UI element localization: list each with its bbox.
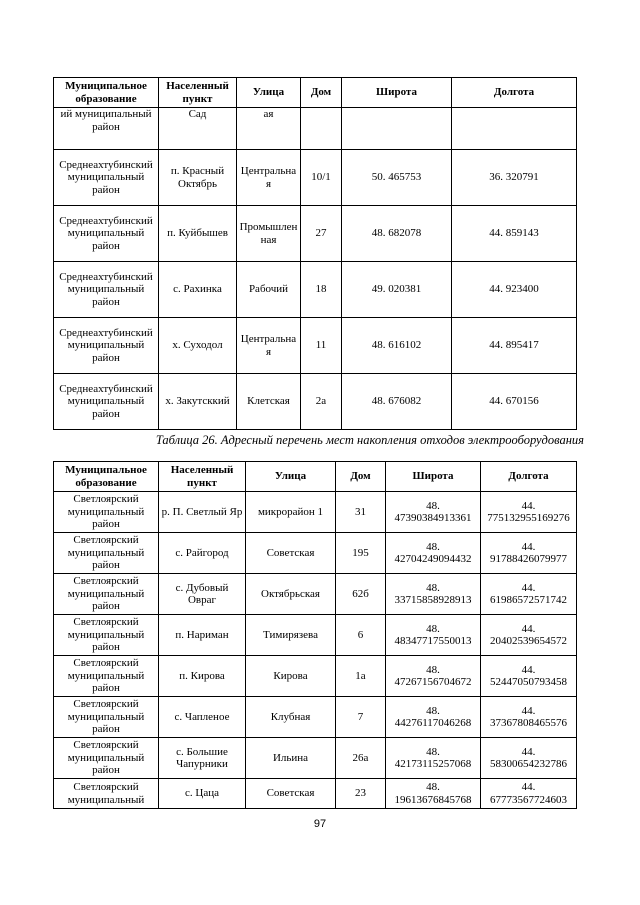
cell-street: Центральная <box>237 318 301 374</box>
cell-house: 31 <box>336 492 386 533</box>
table-row <box>54 108 577 150</box>
cell-settlement: п. Нариман <box>159 615 246 656</box>
cell-longitude: 44. 923400 <box>452 262 577 318</box>
header-latitude: Широта <box>342 78 452 108</box>
cell-house: 10/1 <box>301 150 342 206</box>
cell-settlement: х. Суходол <box>159 318 237 374</box>
cell-municipality: Светлоярский муниципальный район <box>54 574 159 615</box>
cell-house: 62б <box>336 574 386 615</box>
cell-street: Промышленная <box>237 206 301 262</box>
cell-house: 7 <box>336 697 386 738</box>
cell-street: Октябрьская <box>246 574 336 615</box>
page-number: 97 <box>313 818 327 830</box>
cell-street: Кирова <box>246 656 336 697</box>
cell-street: Советская <box>246 779 336 809</box>
header-street: Улица <box>246 462 336 492</box>
cell-latitude: 48. 47390384913361 <box>386 492 481 533</box>
cell-latitude: 48. 616102 <box>342 318 452 374</box>
cell-longitude <box>452 108 577 150</box>
cell-municipality: Светлоярский муниципальный район <box>54 533 159 574</box>
cell-house: 18 <box>301 262 342 318</box>
cell-street: Клубная <box>246 697 336 738</box>
table-row <box>54 318 577 374</box>
table-row <box>54 615 577 656</box>
table-row <box>54 374 577 430</box>
table-row <box>54 779 577 809</box>
table-row <box>54 262 577 318</box>
table-row <box>54 656 577 697</box>
cell-municipality: Среднеахтубинский муниципальный район <box>54 150 159 206</box>
cell-street: Ильина <box>246 738 336 779</box>
cell-settlement: п. Куйбышев <box>159 206 237 262</box>
cell-municipality: Светлоярский муниципальный район <box>54 492 159 533</box>
table-header-row <box>54 78 577 108</box>
cell-municipality: Среднеахтубинский муниципальный район <box>54 374 159 430</box>
cell-longitude: 44. 91788426079977 <box>481 533 577 574</box>
header-longitude: Долгота <box>481 462 577 492</box>
cell-house: 27 <box>301 206 342 262</box>
cell-house: 2а <box>301 374 342 430</box>
cell-longitude: 44. 67773567724603 <box>481 779 577 809</box>
cell-settlement: с. Райгород <box>159 533 246 574</box>
table-row <box>54 150 577 206</box>
table-row <box>54 574 577 615</box>
table-header-row <box>54 462 577 492</box>
table-row <box>54 533 577 574</box>
header-municipality: Муниципальное образование <box>54 78 159 108</box>
cell-settlement: п. Кирова <box>159 656 246 697</box>
cell-latitude: 48. 19613676845768 <box>386 779 481 809</box>
cell-settlement: х. Закутсккий <box>159 374 237 430</box>
cell-house: 6 <box>336 615 386 656</box>
cell-municipality: Среднеахтубинский муниципальный район <box>54 318 159 374</box>
cell-municipality: Светлоярский муниципальный район <box>54 738 159 779</box>
table-row <box>54 738 577 779</box>
cell-longitude: 44. 58300654232786 <box>481 738 577 779</box>
table-row <box>54 492 577 533</box>
cell-house: 26а <box>336 738 386 779</box>
cell-house: 23 <box>336 779 386 809</box>
cell-settlement: с. Цаца <box>159 779 246 809</box>
cell-latitude: 49. 020381 <box>342 262 452 318</box>
header-longitude: Долгота <box>452 78 577 108</box>
cell-settlement: с. Большие Чапурники <box>159 738 246 779</box>
cell-street: Тимирязева <box>246 615 336 656</box>
cell-settlement: п. Красный Октябрь <box>159 150 237 206</box>
cell-latitude: 48. 42173115257068 <box>386 738 481 779</box>
cell-street: микрорайон 1 <box>246 492 336 533</box>
cell-street: Рабочий <box>237 262 301 318</box>
addresses-table-continued <box>53 77 577 430</box>
cell-street: Советская <box>246 533 336 574</box>
header-municipality: Муниципальное образование <box>54 462 159 492</box>
cell-latitude: 48. 682078 <box>342 206 452 262</box>
cell-longitude: 44. 52447050793458 <box>481 656 577 697</box>
cell-municipality: Светлоярский муниципальный район <box>54 656 159 697</box>
table-caption: Таблица 26. Адресный перечень мест накопления отходов электрооборудования <box>155 433 584 447</box>
cell-settlement: с. Чапленое <box>159 697 246 738</box>
table-row <box>54 206 577 262</box>
cell-street: Клетская <box>237 374 301 430</box>
cell-longitude: 36. 320791 <box>452 150 577 206</box>
cell-longitude: 44. 37367808465576 <box>481 697 577 738</box>
electronics-waste-sites-table <box>53 461 577 809</box>
cell-settlement: с. Рахинка <box>159 262 237 318</box>
header-house: Дом <box>301 78 342 108</box>
header-latitude: Широта <box>386 462 481 492</box>
cell-municipality: Светлоярский муниципальный район <box>54 697 159 738</box>
table-row <box>54 697 577 738</box>
cell-house <box>301 108 342 150</box>
cell-longitude: 44. 670156 <box>452 374 577 430</box>
cell-house: 1а <box>336 656 386 697</box>
header-settlement: Населенный пункт <box>159 462 246 492</box>
cell-settlement: р. П. Светлый Яр <box>159 492 246 533</box>
cell-street: ая <box>237 108 301 150</box>
cell-latitude: 48. 47267156704672 <box>386 656 481 697</box>
cell-settlement: Сад <box>159 108 237 150</box>
cell-longitude: 44. 61986572571742 <box>481 574 577 615</box>
cell-longitude: 44. 859143 <box>452 206 577 262</box>
cell-house: 11 <box>301 318 342 374</box>
cell-latitude: 48. 676082 <box>342 374 452 430</box>
cell-municipality: Среднеахтубинский муниципальный район <box>54 206 159 262</box>
cell-longitude: 44. 20402539654572 <box>481 615 577 656</box>
cell-latitude: 48. 42704249094432 <box>386 533 481 574</box>
cell-latitude: 48. 44276117046268 <box>386 697 481 738</box>
cell-latitude: 48. 48347717550013 <box>386 615 481 656</box>
header-settlement: Населенный пункт <box>159 78 237 108</box>
cell-municipality: Среднеахтубинский муниципальный район <box>54 262 159 318</box>
cell-latitude <box>342 108 452 150</box>
header-street: Улица <box>237 78 301 108</box>
cell-longitude: 44. 895417 <box>452 318 577 374</box>
cell-house: 195 <box>336 533 386 574</box>
cell-street: Центральная <box>237 150 301 206</box>
cell-settlement: с. Дубовый Овраг <box>159 574 246 615</box>
cell-municipality: ий муниципальный район <box>54 108 159 150</box>
cell-latitude: 48. 33715858928913 <box>386 574 481 615</box>
cell-latitude: 50. 465753 <box>342 150 452 206</box>
cell-longitude: 44. 775132955169276 <box>481 492 577 533</box>
cell-municipality: Светлоярский муниципальный <box>54 779 159 809</box>
header-house: Дом <box>336 462 386 492</box>
cell-municipality: Светлоярский муниципальный район <box>54 615 159 656</box>
